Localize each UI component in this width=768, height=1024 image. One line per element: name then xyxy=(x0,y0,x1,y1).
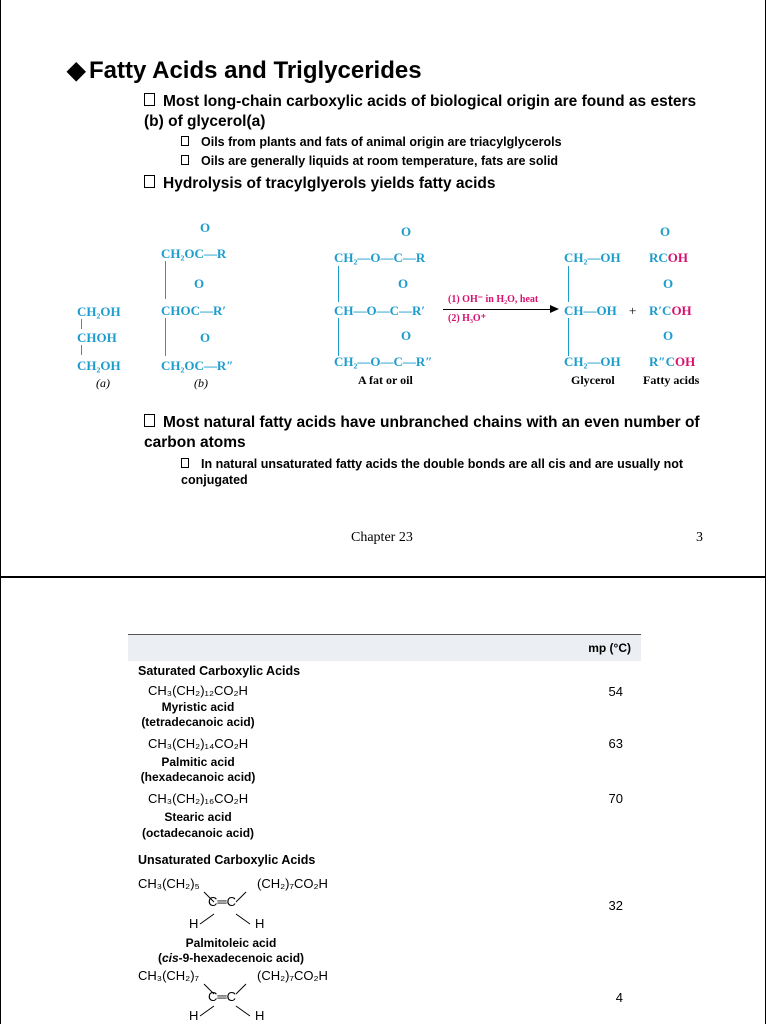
bond-line xyxy=(338,266,339,302)
table-row-iupac: (cis-9-hexadecenoic acid) xyxy=(157,951,305,965)
fatty-acid-line-3: R″COH xyxy=(649,354,696,369)
ester-b-line-2: CHOC—R′ xyxy=(161,303,227,318)
bond-line xyxy=(165,261,166,299)
bullet-hydrolysis xyxy=(144,174,496,194)
bullet-unbranched xyxy=(144,413,704,453)
glycerol-line-1: CH₂—OH xyxy=(564,250,621,265)
structure-h-left: H xyxy=(189,916,199,931)
square-bullet-icon xyxy=(181,136,189,146)
subbullet-triacylglycerols xyxy=(181,134,562,150)
bond-line xyxy=(568,266,569,302)
fatty-acid-table xyxy=(128,634,641,661)
structure-h-left: H xyxy=(189,1008,199,1023)
square-bullet-icon xyxy=(181,458,189,468)
table-row-iupac: (hexadecanoic acid) xyxy=(140,770,256,784)
table-row-name: Palmitoleic acid xyxy=(185,936,277,950)
title-text: Fatty Acids and Triglycerides xyxy=(89,57,422,84)
bullet-esters-text: Most long-chain carboxylic acids of biological origin are found as esters (b) of glycerol(a) xyxy=(144,93,697,130)
footer-chapter: Chapter 23 xyxy=(351,530,413,545)
reaction-arrow xyxy=(443,309,551,310)
table-row-mp: 54 xyxy=(608,684,623,699)
table-row-name: Palmitic acid xyxy=(161,755,235,769)
table-row-mp: 63 xyxy=(608,736,623,751)
glycerol-a-line-3: CH₂OH xyxy=(77,358,121,373)
carbonyl-o: O xyxy=(200,330,211,345)
table-row-mp: 32 xyxy=(608,898,623,913)
fatty-acid-line-1: RCOH xyxy=(649,250,689,265)
ester-b-line-3: CH₂OC—R″ xyxy=(161,358,234,373)
plus-sign: + xyxy=(629,303,637,318)
footer-page-number: 3 xyxy=(696,530,703,545)
subbullet-text: In natural unsaturated fatty acids the double bonds are all cis and are usually not conjugated xyxy=(181,457,684,487)
square-bullet-icon xyxy=(144,414,155,427)
label-fat-or-oil: A fat or oil xyxy=(358,373,413,387)
bond-line xyxy=(81,345,82,355)
table-row-iupac: (octadecanoic acid) xyxy=(141,826,255,840)
bullet-hydrolysis-text: Hydrolysis of tracylglyerols yields fatty acids xyxy=(163,175,496,192)
glycerol-line-2: CH—OH xyxy=(564,303,617,318)
carbonyl-o: O xyxy=(401,328,412,343)
condition-2: (2) H₃O⁺ xyxy=(448,313,486,324)
bond-line xyxy=(165,318,166,356)
structure-left-chain: CH₃(CH₂)₇ xyxy=(138,968,200,983)
arrow-head-icon xyxy=(550,305,559,313)
structure-double-bond: C═C xyxy=(208,894,236,909)
carbonyl-o: O xyxy=(663,328,674,343)
square-bullet-icon xyxy=(144,93,155,106)
table-row-iupac: (tetradecanoic acid) xyxy=(141,715,255,729)
bullet-esters xyxy=(144,92,704,132)
table-row-mp: 70 xyxy=(608,791,623,806)
table-row-name: Myristic acid xyxy=(161,700,235,714)
structure-right-chain: (CH₂)₇CO₂H xyxy=(257,876,328,891)
carbonyl-o: O xyxy=(200,220,211,235)
structure-left-chain: CH₃(CH₂)₅ xyxy=(138,876,200,891)
subbullet-text: Oils from plants and fats of animal origin are triacylglycerols xyxy=(201,135,562,149)
slide-title xyxy=(67,56,422,85)
bullet-unbranched-text: Most natural fatty acids have unbranched chains with an even number of carbon atoms xyxy=(144,414,700,451)
fat-line-2: CH—O—C—R′ xyxy=(334,303,426,318)
carbonyl-o: O xyxy=(401,224,412,239)
unsaturated-section-title: Unsaturated Carboxylic Acids xyxy=(138,853,316,867)
structure-double-bond: C═C xyxy=(208,989,236,1004)
subbullet-text: Oils are generally liquids at room temperature, fats are solid xyxy=(201,154,559,168)
subbullet-cis xyxy=(181,456,701,488)
fat-line-3: CH₂—O—C—R″ xyxy=(334,354,433,369)
carbonyl-o: O xyxy=(663,276,674,291)
slide-fatty-acid-table xyxy=(0,577,766,1024)
square-bullet-icon xyxy=(181,155,189,165)
bond-line xyxy=(568,318,569,356)
table-row-formula: CH₃(CH₂)₁₆CO₂H xyxy=(148,791,249,806)
mp-column-header: mp (°C) xyxy=(588,641,631,655)
label-a: (a) xyxy=(96,376,110,390)
label-b: (b) xyxy=(194,376,208,390)
structure-right-chain: (CH₂)₇CO₂H xyxy=(257,968,328,983)
fat-line-1: CH₂—O—C—R xyxy=(334,250,426,265)
table-row-formula: CH₃(CH₂)₁₂CO₂H xyxy=(148,683,248,698)
subbullet-oils-liquid xyxy=(181,153,558,169)
table-row-formula: CH₃(CH₂)₁₄CO₂H xyxy=(148,736,249,751)
condition-1: (1) OH⁻ in H₂O, heat xyxy=(448,294,539,305)
fatty-acid-line-2: R′COH xyxy=(649,303,692,318)
carbonyl-o: O xyxy=(660,224,671,239)
table-row-name: Stearic acid xyxy=(164,810,232,824)
carbonyl-o: O xyxy=(194,276,205,291)
square-bullet-icon xyxy=(144,175,155,188)
ester-b-line-1: CH₂OC—R xyxy=(161,246,227,261)
saturated-section-title: Saturated Carboxylic Acids xyxy=(138,664,301,678)
glycerol-a-line-1: CH₂OH xyxy=(77,304,121,319)
structure-h-right: H xyxy=(255,916,265,931)
glycerol-line-3: CH₂—OH xyxy=(564,354,621,369)
label-fatty-acids: Fatty acids xyxy=(643,373,700,387)
structure-h-right: H xyxy=(255,1008,265,1023)
label-glycerol: Glycerol xyxy=(571,373,615,387)
table-row-mp: 4 xyxy=(615,990,623,1005)
glycerol-a-line-2: CHOH xyxy=(77,330,117,345)
diamond-bullet-icon: ◆ xyxy=(67,57,86,84)
bond-line xyxy=(338,318,339,356)
carbonyl-o: O xyxy=(398,276,409,291)
bond-line xyxy=(81,319,82,329)
table-header xyxy=(128,634,641,661)
